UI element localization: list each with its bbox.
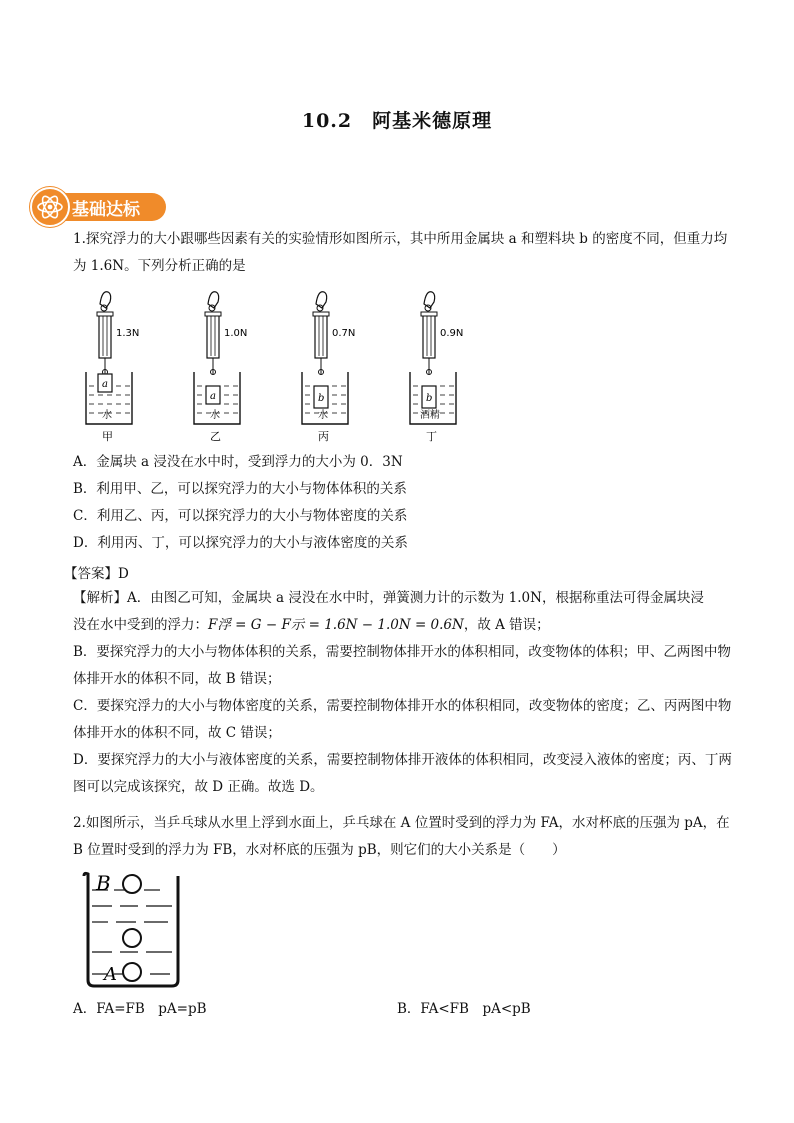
analysis-b: B．要探究浮力的大小与物体体积的关系，需要控制物体排开水的体积相同，改变物体的体积；甲、乙两图中物体排开水的体积不同，故 B 错误； bbox=[73, 644, 731, 687]
scale-reading: 0.9N bbox=[440, 328, 464, 339]
liquid-label: 水 bbox=[318, 410, 328, 421]
page-title: 10.2 阿基米德原理 bbox=[301, 110, 493, 132]
q1-option-d: D．利用丙、丁，可以探究浮力的大小与液体密度的关系 bbox=[73, 535, 408, 551]
block-label: b bbox=[318, 393, 325, 404]
buoyancy-formula: F浮 = G − F示 = 1.6N − 1.0N = 0.6N bbox=[208, 617, 464, 633]
block-label: a bbox=[102, 379, 108, 390]
figure-1 bbox=[86, 292, 139, 443]
question-2-stem: 2.如图所示，当乒乓球从水里上浮到水面上，乒乓球在 A 位置时受到的浮力为 FA，水对杯底的压强为 pA，在 B 位置时受到的浮力为 FB，水对杯底的压强为 pB，则它们的大小关系是（ ） bbox=[73, 815, 730, 858]
analysis-c: C．要探究浮力的大小与物体密度的关系，需要控制物体排开水的体积相同，改变物体的密度；乙、丙两图中物体排开水的体积不同，故 C 错误； bbox=[73, 698, 732, 741]
figure-2 bbox=[194, 292, 247, 443]
spring-scale bbox=[423, 314, 435, 358]
spring-scale bbox=[207, 314, 219, 358]
figure-3 bbox=[302, 292, 355, 443]
beaker-figure bbox=[78, 870, 188, 990]
spring-scale-figures bbox=[70, 286, 490, 446]
q1-option-c: C．利用乙、丙，可以探究浮力的大小与物体密度的关系 bbox=[73, 508, 408, 524]
figure-caption: 丁 bbox=[426, 430, 437, 443]
scale-reading: 0.7N bbox=[332, 328, 356, 339]
figure-caption: 甲 bbox=[102, 430, 113, 443]
q1-option-a: A．金属块 a 浸没在水中时，受到浮力的大小为 0．3N bbox=[73, 454, 403, 470]
question-1-stem: 1.探究浮力的大小跟哪些因素有关的实验情形如图所示，其中所用金属块 a 和塑料块 b 的密度不同，但重力均为 1.6N。下列分析正确的是 bbox=[73, 231, 728, 274]
beaker-label-a: A bbox=[104, 964, 117, 985]
section-badge bbox=[30, 187, 170, 225]
figure-4 bbox=[410, 292, 463, 443]
atom-icon bbox=[30, 187, 70, 227]
analysis-a-suffix: ，故 A 错误； bbox=[463, 617, 550, 633]
q1-analysis bbox=[73, 585, 733, 801]
beaker-label-b: B bbox=[96, 871, 111, 895]
analysis-a-line2 bbox=[73, 612, 733, 639]
spring-scale bbox=[99, 314, 111, 358]
block-label: b bbox=[426, 393, 433, 404]
q2-option-b: B．FA<FB pA<pB bbox=[397, 1001, 531, 1017]
q2-option-a: A．FA=FB pA=pB bbox=[73, 1001, 207, 1017]
q1-option-b: B．利用甲、乙，可以探究浮力的大小与物体体积的关系 bbox=[73, 481, 407, 497]
figure-caption: 丙 bbox=[318, 430, 329, 443]
analysis-a-prefix: 没在水中受到的浮力： bbox=[73, 617, 208, 633]
analysis-d: D．要探究浮力的大小与液体密度的关系，需要控制物体排开液体的体积相同，改变浸入液体的密度；丙、丁两图可以完成该探究，故 D 正确。故选 D。 bbox=[73, 752, 732, 795]
spring-scale bbox=[315, 314, 327, 358]
badge-label: 基础达标 bbox=[72, 200, 140, 220]
analysis-a-line1: 【解析】A．由图乙可知，金属块 a 浸没在水中时，弹簧测力计的示数为 1.0N，根据称重法可得金属块浸 bbox=[73, 590, 704, 606]
figure-caption: 乙 bbox=[210, 430, 221, 443]
scale-reading: 1.0N bbox=[224, 328, 248, 339]
liquid-label: 水 bbox=[210, 410, 220, 421]
block-label: a bbox=[210, 391, 216, 402]
scale-reading: 1.3N bbox=[116, 328, 140, 339]
q1-answer: 【答案】D bbox=[64, 566, 129, 582]
liquid-label: 水 bbox=[102, 410, 112, 421]
liquid-label: 酒精 bbox=[420, 410, 440, 421]
